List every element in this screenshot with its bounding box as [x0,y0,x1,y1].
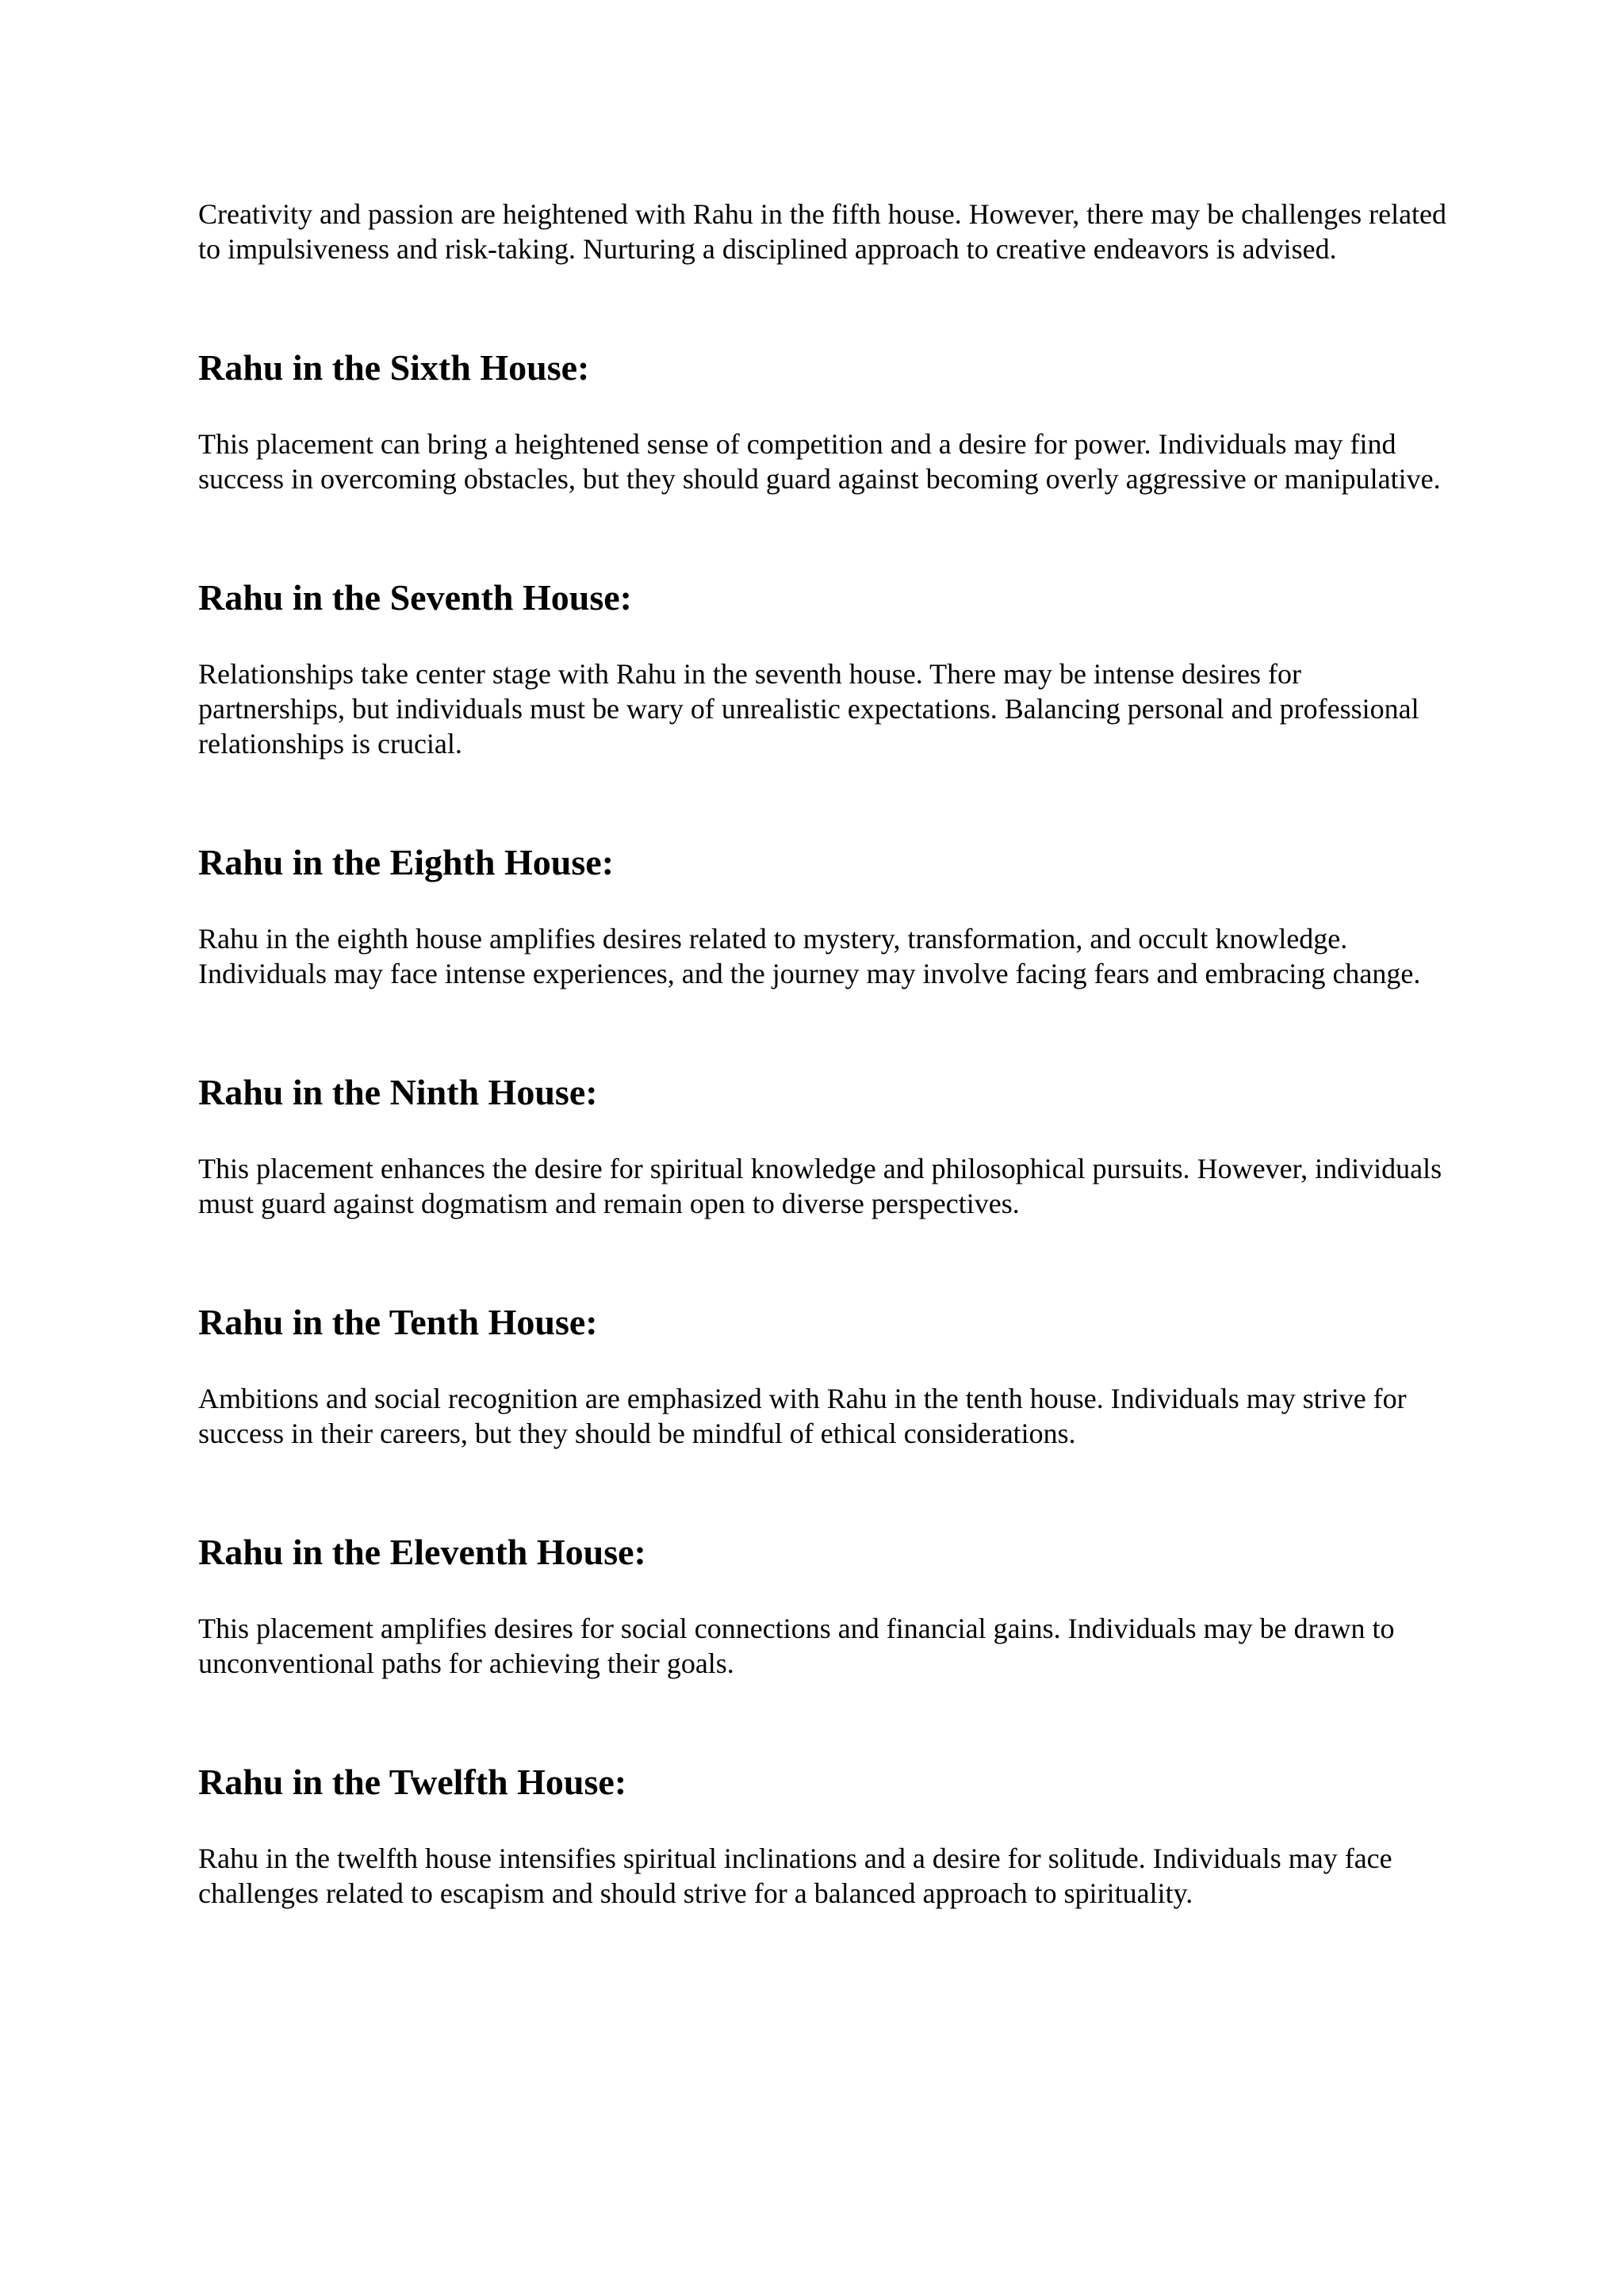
section-heading: Rahu in the Seventh House: [198,577,632,618]
section-heading: Rahu in the Tenth House: [198,1302,598,1342]
section-body: Rahu in the twelfth house intensifies spiritual inclinations and a desire for solitude. Individuals may face challenges related to escapism and should strive for a balanced approach to spirituality. [198,1843,1392,1909]
section-heading: Rahu in the Eleventh House: [198,1532,646,1572]
section-sixth-house [198,346,1451,496]
section-heading: Rahu in the Twelfth House: [198,1762,627,1802]
section-heading: Rahu in the Sixth House: [198,347,590,388]
section-body: Rahu in the eighth house amplifies desires related to mystery, transformation, and occult knowledge. Individuals may face intense experiences, and the journey may involve facing fears and embracing change. [198,923,1421,989]
section-body: Ambitions and social recognition are emphasized with Rahu in the tenth house. Individuals may strive for success in their careers, but they should be mindful of ethical considerations. [198,1383,1407,1449]
section-tenth-house [198,1300,1451,1451]
section-body: This placement can bring a heightened sense of competition and a desire for power. Individuals may find success in overcoming obstacles, but they should guard against becoming overly aggressive or manipulative. [198,428,1441,495]
section-heading: Rahu in the Eighth House: [198,842,615,882]
section-body: This placement enhances the desire for spiritual knowledge and philosophical pursuits. However, individuals must guard against dogmatism and remain open to diverse perspectives. [198,1153,1442,1219]
intro-paragraph: Creativity and passion are heightened with Rahu in the fifth house. However, there may be challenges related to impulsiveness and risk-taking. Nurturing a disciplined approach to creative endeavors is advised. [198,198,1447,265]
section-eighth-house [198,840,1451,991]
section-heading: Rahu in the Ninth House: [198,1072,598,1112]
section-twelfth-house [198,1760,1451,1911]
section-seventh-house [198,576,1451,761]
section-ninth-house [198,1070,1451,1221]
section-body: This placement amplifies desires for social connections and financial gains. Individuals may be drawn to unconventional paths for achieving their goals. [198,1613,1395,1679]
document-page [198,197,1451,1911]
section-eleventh-house [198,1530,1451,1681]
section-body: Relationships take center stage with Rahu in the seventh house. There may be intense desires for partnerships, but individuals must be wary of unrealistic expectations. Balancing personal and professional relationships is crucial. [198,658,1419,760]
